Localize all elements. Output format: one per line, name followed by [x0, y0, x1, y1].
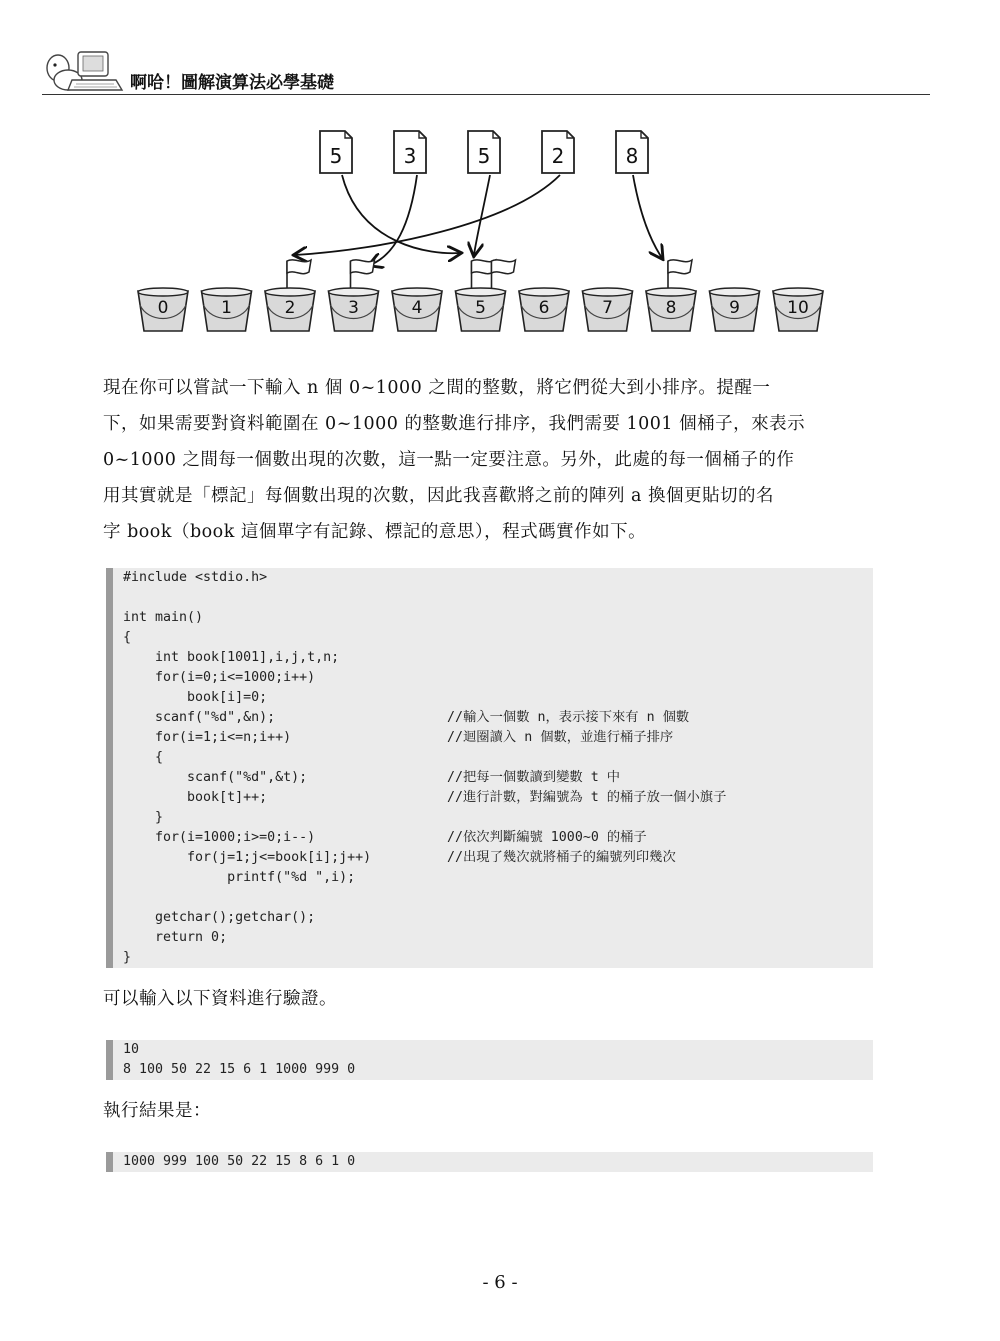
code-line — [113, 848, 873, 868]
bucket-number: 5 — [475, 298, 486, 318]
book-title: 啊哈！圖解演算法必學基礎 — [130, 73, 334, 93]
bucket-number: 3 — [348, 298, 359, 318]
header-rule — [42, 94, 930, 95]
code-line — [113, 728, 873, 748]
bucket-number: 6 — [538, 298, 550, 318]
code-text: return 0; — [123, 930, 228, 945]
bucket — [710, 288, 760, 331]
code-text: for(i=1;i<=n;i++) — [123, 730, 292, 745]
code-line — [113, 868, 873, 888]
computer-mascot-icon — [42, 46, 126, 96]
bucket-number: 8 — [665, 298, 677, 318]
bucket — [773, 288, 823, 331]
code-comment: //迴圈讀入 n 個數，並進行桶子排序 — [447, 730, 674, 745]
arrow-card-3 — [474, 175, 490, 255]
bucket — [329, 260, 379, 331]
output-line: 1000 999 100 50 22 15 8 6 1 0 — [123, 1154, 356, 1169]
number-card — [320, 131, 352, 173]
card-number: 3 — [403, 144, 417, 168]
bucket — [646, 260, 696, 331]
code-comment: //依次判斷編號 1000~0 的桶子 — [447, 830, 647, 845]
code-line — [113, 568, 873, 588]
bucket-number: 4 — [411, 298, 423, 318]
code-text: printf("%d ",i); — [123, 870, 356, 885]
number-card — [468, 131, 500, 173]
code-text: book[i]=0; — [123, 690, 268, 705]
bucket-number: 9 — [729, 298, 740, 318]
code-text: int main() — [123, 610, 204, 625]
input-block — [106, 1040, 873, 1080]
bucket — [265, 260, 315, 331]
bucket — [519, 288, 569, 331]
card-number: 8 — [625, 144, 639, 168]
bucket-sort-illustration — [130, 125, 850, 340]
code-line — [113, 708, 873, 728]
arrow-card-4 — [295, 175, 560, 255]
paragraph-line: 字 book（book 這個單字有記錄、標記的意思），程式碼實作如下。 — [103, 522, 647, 542]
code-text: { — [123, 750, 164, 765]
page-header — [42, 44, 930, 96]
code-text: getchar();getchar(); — [123, 910, 316, 925]
card-number: 5 — [477, 144, 491, 168]
code-text: { — [123, 630, 132, 645]
arrow-card-5 — [633, 175, 662, 258]
result-label: 執行結果是： — [103, 1101, 211, 1121]
code-text: scanf("%d",&t); — [123, 770, 308, 785]
code-line — [113, 928, 873, 948]
code-text: scanf("%d",&n); — [123, 710, 276, 725]
bucket — [456, 260, 516, 331]
input-line: 8 100 50 22 15 6 1 1000 999 0 — [123, 1062, 356, 1077]
arrow-card-2 — [370, 175, 417, 265]
card-number: 5 — [329, 144, 343, 168]
flag-icon — [351, 260, 375, 274]
code-comment: //把每一個數讀到變數 t 中 — [447, 770, 620, 785]
paragraph-line: 用其實就是「標記」每個數出現的次數，因此我喜歡將之前的陣列 a 換個更貼切的名 — [103, 486, 775, 506]
code-text: } — [123, 810, 164, 825]
bucket-number: 2 — [284, 298, 296, 318]
flag-icon — [492, 260, 516, 274]
code-text: book[t]++; — [123, 790, 268, 805]
code-line — [113, 608, 873, 628]
code-line — [113, 908, 873, 928]
body-paragraph — [103, 370, 868, 550]
number-card — [542, 131, 574, 173]
bucket-number: 10 — [787, 298, 809, 318]
bucket — [202, 288, 252, 331]
code-text: } — [123, 950, 132, 965]
code-text: for(i=1000;i>=0;i--) — [123, 830, 316, 845]
code-text: for(j=1;j<=book[i];j++) — [123, 850, 372, 865]
code-text — [113, 890, 123, 905]
code-comment: //輸入一個數 n，表示接下來有 n 個數 — [447, 710, 690, 725]
code-line — [113, 688, 873, 708]
code-line — [113, 948, 873, 968]
code-comment: //進行計數，對編號為 t 的桶子放一個小旗子 — [447, 790, 727, 805]
code-line — [113, 768, 873, 788]
input-line: 10 — [123, 1042, 140, 1057]
code-line — [113, 828, 873, 848]
paragraph-line: 下，如果需要對資料範圍在 0~1000 的整數進行排序，我們需要 1001 個桶子，來表示 — [103, 414, 806, 434]
code-line — [113, 668, 873, 688]
code-line — [113, 628, 873, 648]
bucket-number: 0 — [157, 298, 169, 318]
flag-icon — [287, 260, 311, 274]
code-line — [113, 888, 873, 908]
code-line — [113, 648, 873, 668]
number-card — [616, 131, 648, 173]
code-text: int book[1001],i,j,t,n; — [123, 650, 340, 665]
card-number: 2 — [551, 144, 565, 168]
paragraph-line: 0~1000 之間每一個數出現的次數，這一點一定要注意。另外，此處的每一個桶子的作 — [103, 450, 795, 470]
bucket — [392, 288, 442, 331]
bucket-number: 1 — [221, 298, 232, 318]
verify-label: 可以輸入以下資料進行驗證。 — [103, 989, 337, 1009]
code-text: #include <stdio.h> — [123, 570, 268, 585]
bucket-number: 7 — [602, 298, 613, 318]
bucket — [138, 288, 188, 331]
bucket — [583, 288, 633, 331]
code-line — [113, 808, 873, 828]
code-comment: //出現了幾次就將桶子的編號列印幾次 — [447, 850, 676, 865]
flag-icon — [668, 260, 692, 274]
number-card — [394, 131, 426, 173]
code-line — [113, 788, 873, 808]
code-block — [106, 568, 873, 968]
code-text: for(i=0;i<=1000;i++) — [123, 670, 316, 685]
code-line — [113, 748, 873, 768]
code-text — [113, 590, 123, 605]
output-block — [106, 1152, 873, 1172]
paragraph-line: 現在你可以嘗試一下輸入 n 個 0~1000 之間的整數，將它們從大到小排序。提醒一 — [103, 378, 771, 398]
code-line — [113, 588, 873, 608]
page-number: - 6 - — [482, 1272, 518, 1293]
